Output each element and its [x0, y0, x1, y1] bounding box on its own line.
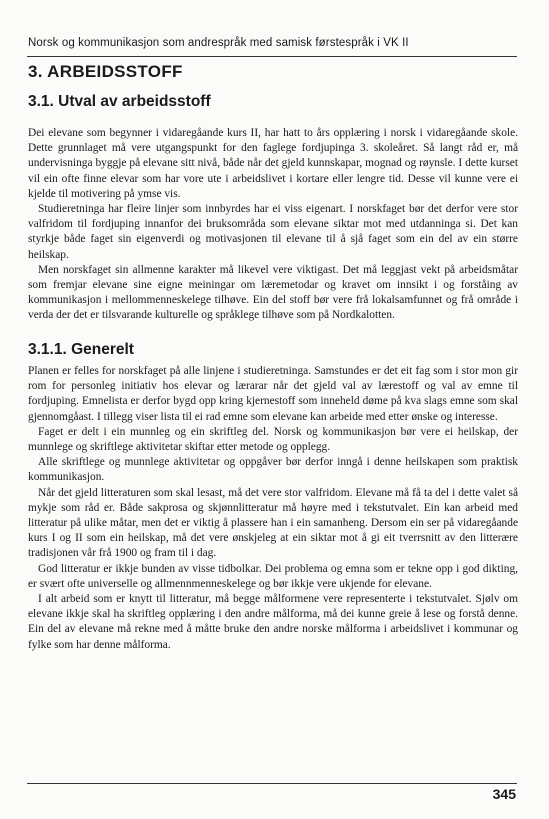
- paragraph: Men norskfaget sin allmenne karakter må likevel vere viktigast. Det må leggjast vekt på arbeidsmåtar som fremjar elevane sine eigne meiningar om læremetodar og kravet om innsikt i og forståing av kommunikasjon i mellommenneskelege tilhøve. Ein del stoff bør vere frå lokalsamfunnet og frå område i verda der det er tilsvarande kulturelle og språklege tilhøve som på Nordkalotten.: [28, 263, 518, 322]
- section-body: [28, 126, 518, 324]
- section-heading: 3.1. Utval av arbeidsstoff: [28, 93, 211, 110]
- paragraph: Alle skriftlege og munnlege aktivitetar og oppgåver bør derfor inngå i denne heilskapen som praktisk kommunikasjon.: [28, 456, 518, 484]
- paragraph: Studieretninga har fleire linjer som innbyrdes har ei viss eigenart. I norskfaget bør det derfor vere stor valfridom til fordjuping innanfor dei bruksområda som elevane siktar mot med utdanninga si. Det kan styrkje både faget sin eigenverdi og motivasjonen til elevane til å sjå faget som ein del av ein større heilskap.: [28, 203, 518, 261]
- paragraph: Faget er delt i ein munnleg og ein skriftleg del. Norsk og kommunikasjon bør vere ei heilskap, der munnlege og skriftlege aktivitetar skiftar etter metode og opplegg.: [28, 425, 518, 454]
- paragraph: Dei elevane som begynner i vidaregåande kurs II, har hatt to års opplæring i norsk i vidaregåande skole. Dette grunnlaget må vere utgangspunkt for den faglege fordjupinga 3. skoleåret. Så langt råd er, må undervisninga byggje på elevane sitt nivå, både når det gjeld kunnskapar, mognad og røynsle. I dette kurset vil ein ofte finne elevar som har vore ute i arbeidslivet i kortare eller lengre tid. Desse vil kunne vere ei kjelde til motivering på ymse vis.: [28, 127, 518, 200]
- header-rule: [27, 56, 517, 57]
- subsection-heading: 3.1.1. Generelt: [28, 341, 134, 358]
- paragraph: Når det gjeld litteraturen som skal lesast, må det vere stor valfridom. Elevane må få ta del i dette valet så mykje som råd er. Både sakprosa og skjønnlitteratur må høyre med i tekstutvalet. Ein kan arbeid med litteratur på ulike måtar, men det er viktig å plassere han i ein samanheng. Dersom ein ser på vidaregåande kurs I og II som ein heilskap, må det vere ønskjeleg at ein siktar mot å gi eit tverrsnitt av den litterære tradisjonen vår frå 1900 og fram til i dag.: [28, 486, 518, 560]
- subsection-body: [28, 364, 518, 653]
- paragraph: I alt arbeid som er knytt til litteratur, må begge målformene vere representerte i tekstutvalet. Sjølv om elevane ikkje skal ha skriftleg opplæring i den andre målforma, må dei kunne greie å lese og forstå denne. Ein del av elevane må rekne med å måtte bruke den andre norske målforma i arbeidslivet i kommunar og fylke som har denne målforma.: [28, 593, 518, 651]
- page-number: 345: [492, 786, 516, 802]
- footer-rule: [27, 783, 517, 784]
- running-head: Norsk og kommunikasjon som andrespråk med samisk førstespråk i VK II: [28, 37, 409, 49]
- paragraph: Planen er felles for norskfaget på alle linjene i studieretninga. Samstundes er det eit fag som i stor mon gir rom for personleg initiativ hos elevar og lærarar når det gjeld val av lærestoff og val av emne til fordjuping. Emnelista er derfor bygd opp kring kjernestoff som inneheld døme på kva slags emne som skal gjennomgåast. I tillegg viser lista til ei rad emne som elevane kan arbeide med etter ønske og interesse.: [28, 365, 518, 423]
- paragraph: God litteratur er ikkje bunden av visse tidbolkar. Dei problema og emna som er tekne opp i god dikting, er svært ofte universelle og allmennmenneskelege og bør ikkje vere ukjende for elevane.: [28, 562, 518, 590]
- chapter-heading: 3. ARBEIDSSTOFF: [28, 62, 183, 81]
